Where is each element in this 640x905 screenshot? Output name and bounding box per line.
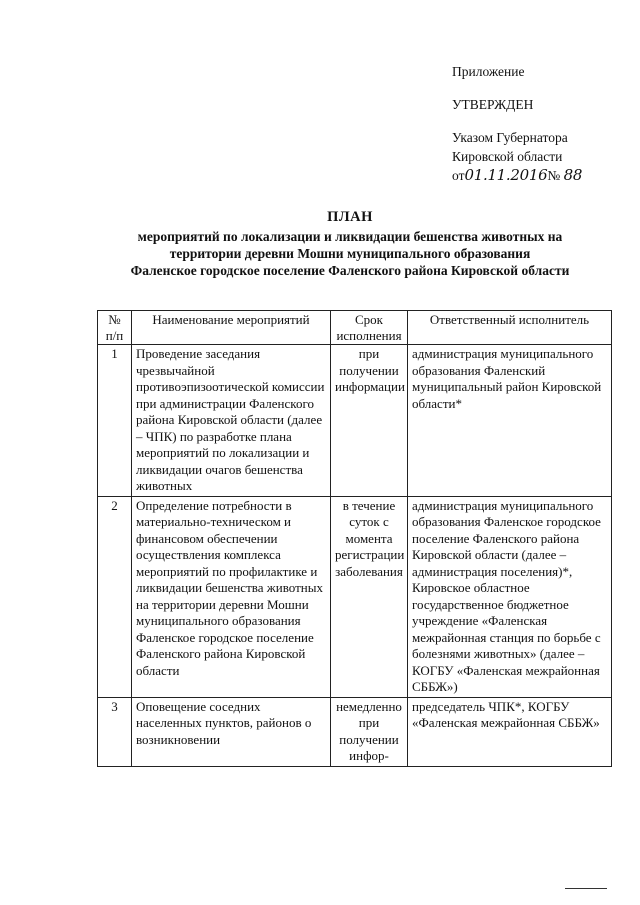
header-term: Срок исполнения [331, 311, 408, 345]
approved-label: УТВЕРЖДЕН [452, 97, 534, 112]
row-term: немедленно при получении инфор- [331, 697, 408, 766]
heading-line-3: Фаленское городское поселение Фаленского района Кировской области [130, 263, 570, 278]
row-name: Проведение заседания чрезвычайной противоэпизоотической комиссии при администрации Фаленского района Кировской области (далее – ЧПК) по разработке плана мероприятий по локализации и ликвидации очагов бешенства животных [132, 345, 331, 497]
table-row [98, 345, 612, 497]
row-term: в течение суток с момента регистрации заболевания [331, 496, 408, 697]
document-heading [90, 209, 610, 279]
table-header-row [98, 311, 612, 345]
table-row [98, 697, 612, 766]
footer-rule [565, 888, 607, 889]
table-row [98, 496, 612, 697]
row-name: Определение потребности в материально-техническом и финансовом обеспечении осуществления комплекса мероприятий по профилактике и ликвидации бешенства животных на территории деревни Мошни муниципального образования Фаленское городское поселение Фаленского района Кировской области [132, 496, 331, 697]
header-num: № п/п [98, 311, 132, 345]
plan-table [97, 310, 612, 767]
row-num: 1 [98, 345, 132, 497]
approval-block [452, 62, 582, 185]
decree-line-2: Кировской области [452, 149, 563, 164]
row-num: 3 [98, 697, 132, 766]
header-name: Наименование мероприятий [132, 311, 331, 345]
row-resp: администрация муниципального образования Фаленский муниципальный район Кировской области* [408, 345, 612, 497]
decree-number: 88 [563, 166, 583, 184]
from-label: от [452, 168, 465, 183]
decree-date: 01.11.2016 [464, 166, 548, 184]
row-num: 2 [98, 496, 132, 697]
row-resp: председатель ЧПК*, КОГБУ «Фаленская межрайонная СББЖ» [408, 697, 612, 766]
row-resp: администрация муниципального образования Фаленское городское поселение Фаленского района Кировской области (далее – администрация поселения)*, Кировское областное государственное бюджетное учреждение «Фаленская межрайонная станция по борьбе с болезнями животных» (далее – КОГБУ «Фаленская межрайонная СББЖ») [408, 496, 612, 697]
header-resp: Ответственный исполнитель [408, 311, 612, 345]
appendix-label: Приложение [452, 64, 525, 79]
row-term: при получении информации [331, 345, 408, 497]
decree-date-line [452, 166, 582, 185]
number-label: № [547, 168, 561, 183]
heading-line-1: мероприятий по локализации и ликвидации бешенства животных на [137, 229, 563, 244]
heading-line-2: территории деревни Мошни муниципального образования [169, 246, 531, 261]
row-name: Оповещение соседних населенных пунктов, районов о возникновении [132, 697, 331, 766]
document-title: ПЛАН [327, 209, 373, 225]
decree-line-1: Указом Губернатора [452, 130, 568, 145]
